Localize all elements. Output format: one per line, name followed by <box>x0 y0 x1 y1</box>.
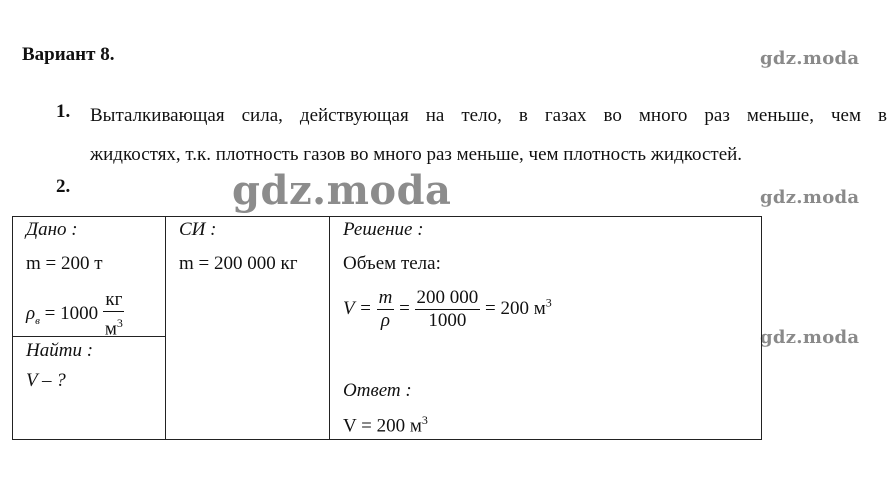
given-density-value: = 1000 <box>39 303 103 325</box>
density-unit-numerator: кг <box>105 289 123 310</box>
formula-eq: = <box>394 297 415 319</box>
answer-exponent: 3 <box>421 413 428 427</box>
solution-label: Решение : <box>343 219 424 240</box>
formula-m-over-rho <box>377 287 395 332</box>
question-2-number: 2. <box>56 176 71 197</box>
answer-label: Ответ : <box>343 380 412 401</box>
solution-table <box>12 216 762 440</box>
formula-numerator: 200 000 <box>416 287 479 308</box>
formula-m: m <box>378 287 393 308</box>
volume-formula <box>343 287 552 332</box>
formula-v: V = <box>343 297 377 319</box>
given-density-unit <box>103 289 125 340</box>
answer-value: V = 200 м <box>343 415 422 437</box>
answer-value-line <box>343 413 428 437</box>
find-cell <box>13 337 166 440</box>
formula-denominator: 1000 <box>428 310 467 331</box>
given-density <box>26 289 125 340</box>
si-mass: m = 200 000 кг <box>179 253 298 274</box>
question-1-number: 1. <box>56 101 71 122</box>
given-label: Дано : <box>26 219 78 240</box>
density-unit-meter: м <box>104 318 117 340</box>
given-density-symbol: ρ <box>26 303 36 325</box>
given-mass: m = 200 т <box>26 253 103 274</box>
si-label: СИ : <box>179 219 217 240</box>
volume-label: Объем тела: <box>343 253 441 274</box>
question-1-text-line1: Выталкивающая сила, действующая на тело, в газах во много раз меньше, чем в <box>90 105 887 126</box>
given-cell <box>13 217 166 340</box>
density-unit-exponent: 3 <box>116 316 123 330</box>
watermark-middle: gdz.moda <box>760 187 860 208</box>
watermark-top: gdz.moda <box>760 48 860 69</box>
watermark-bottom: gdz.moda <box>760 327 860 348</box>
solution-cell <box>330 217 762 440</box>
formula-numeric-fraction <box>415 287 481 332</box>
page-title: Вариант 8. <box>22 44 115 65</box>
given-density-subscript: в <box>35 314 40 327</box>
formula-result: = 200 м <box>480 297 546 319</box>
formula-rho: ρ <box>380 310 391 331</box>
find-label: Найти : <box>26 340 94 361</box>
formula-result-exponent: 3 <box>545 295 552 310</box>
watermark-large: gdz.moda <box>232 167 452 214</box>
question-1-text-line2: жидкостях, т.к. плотность газов во много раз меньше, чем плотность жидкостей. <box>90 144 743 165</box>
si-cell <box>166 217 330 440</box>
find-value: V – ? <box>26 370 66 391</box>
